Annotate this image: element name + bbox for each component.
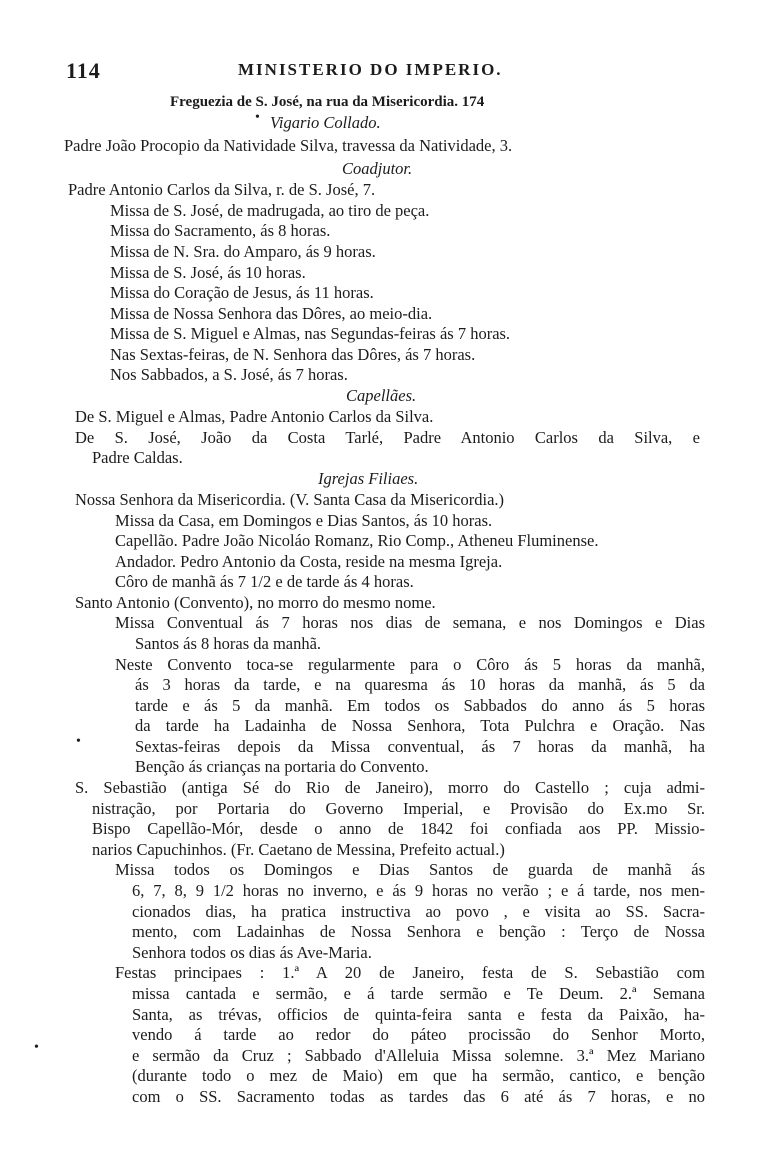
text-line: da tarde ha Ladainha de Nossa Senhora, Tota Pulchra e Oração. Nas: [135, 716, 705, 735]
text-line: narios Capuchinhos. (Fr. Caetano de Messina, Prefeito actual.): [92, 840, 505, 859]
text-line: Missa do Coração de Jesus, ás 11 horas.: [110, 283, 374, 302]
bullet-mark: •: [76, 734, 81, 749]
text-line: Benção ás crianças na portaria do Convento.: [135, 757, 429, 776]
text-line: Nos Sabbados, a S. José, ás 7 horas.: [110, 365, 348, 384]
text-line: nistração, por Portaria do Governo Imperial, e Provisão do Ex.mo Sr.: [92, 799, 705, 818]
text-line: com o SS. Sacramento todas as tardes das 6 até ás 7 horas, e no: [132, 1087, 705, 1106]
page-number: 114: [66, 58, 101, 83]
text-line: e sermão da Cruz ; Sabbado d'Alleluia Missa solemne. 3.ª Mez Mariano: [132, 1046, 705, 1065]
subheading-capellaes: Capellães.: [346, 386, 417, 405]
text-line: Neste Convento toca-se regularmente para o Côro ás 5 horas da manhã,: [115, 655, 705, 674]
text-line: 6, 7, 8, 9 1/2 horas no inverno, e ás 9 horas no verão ; e á tarde, nos men-: [132, 881, 705, 900]
text-line: Padre Antonio Carlos da Silva, r. de S. José, 7.: [68, 180, 376, 199]
bullet-mark: •: [34, 1040, 39, 1055]
text-line: Padre Caldas.: [92, 448, 183, 467]
subheading-vigario: Vigario Collado.: [270, 113, 381, 132]
running-title: MINISTERIO DO IMPERIO.: [238, 60, 503, 79]
text-line: Côro de manhã ás 7 1/2 e de tarde ás 4 horas.: [115, 572, 414, 591]
text-line: Missa de S. José, de madrugada, ao tiro de peça.: [110, 201, 430, 220]
text-line: Missa de N. Sra. do Amparo, ás 9 horas.: [110, 242, 376, 261]
text-line: vendo á tarde ao redor do páteo procissão do Senhor Morto,: [132, 1025, 705, 1044]
text-line: Santa, as trévas, officios de quinta-feira santa e festa da Paixão, ha-: [132, 1005, 705, 1024]
text-line: Senhora todos os dias ás Ave-Maria.: [132, 943, 372, 962]
text-line: (durante todo o mez de Maio) em que ha sermão, cantico, e benção: [132, 1066, 705, 1085]
text-line: Festas principaes : 1.ª A 20 de Janeiro, festa de S. Sebastião com: [115, 963, 705, 982]
text-line: De S. José, João da Costa Tarlé, Padre Antonio Carlos da Silva, e: [75, 428, 700, 447]
text-line: Santo Antonio (Convento), no morro do mesmo nome.: [75, 593, 436, 612]
text-line: Santos ás 8 horas da manhã.: [135, 634, 322, 653]
text-line: mento, com Ladainhas de Nossa Senhora e benção : Terço de Nossa: [132, 922, 705, 941]
text-line: cionados dias, ha pratica instructiva ao povo , e visita ao SS. Sacra-: [132, 902, 705, 921]
text-line: Missa de S. Miguel e Almas, nas Segundas-feiras ás 7 horas.: [110, 324, 511, 343]
text-line: Missa todos os Domingos e Dias Santos de guarda de manhã ás: [115, 860, 705, 879]
text-line: Nossa Senhora da Misericordia. (V. Santa Casa da Misericordia.): [75, 490, 505, 509]
text-line: Padre João Procopio da Natividade Silva, travessa da Natividade, 3.: [64, 136, 513, 155]
text-line: Missa da Casa, em Domingos e Dias Santos, ás 10 horas.: [115, 511, 493, 530]
section-heading: Freguezia de S. José, na rua da Misericordia. 174: [170, 94, 485, 110]
text-line: ás 3 horas da tarde, e na quaresma ás 10 horas da manhã, ás 5 da: [135, 675, 705, 694]
text-line: Capellão. Padre João Nicoláo Romanz, Rio Comp., Atheneu Fluminense.: [115, 531, 599, 550]
text-line: De S. Miguel e Almas, Padre Antonio Carlos da Silva.: [75, 407, 434, 426]
text-line: Missa de Nossa Senhora das Dôres, ao meio-dia.: [110, 304, 433, 323]
text-line: S. Sebastião (antiga Sé do Rio de Janeiro), morro do Castello ; cuja admi-: [75, 778, 705, 797]
text-line: Missa de S. José, ás 10 horas.: [110, 263, 306, 282]
subheading-coadjutor: Coadjutor.: [342, 159, 413, 178]
text-line: Missa Conventual ás 7 horas nos dias de semana, e nos Domingos e Dias: [115, 613, 705, 632]
text-line: Bispo Capellão-Mór, desde o anno de 1842 foi confiada aos PP. Missio-: [92, 819, 705, 838]
bullet-mark: •: [255, 110, 260, 125]
text-line: missa cantada e sermão, e á tarde sermão e Te Deum. 2.ª Semana: [132, 984, 705, 1003]
text-line: Missa do Sacramento, ás 8 horas.: [110, 221, 331, 240]
text-line: Andador. Pedro Antonio da Costa, reside na mesma Igreja.: [115, 552, 503, 571]
text-line: Sextas-feiras depois da Missa conventual, ás 7 horas da manhã, ha: [135, 737, 705, 756]
text-line: tarde e ás 5 da manhã. Em todos os Sabbados do anno ás 5 horas: [135, 696, 705, 715]
subheading-igrejas-filiaes: Igrejas Filiaes.: [318, 469, 419, 488]
text-line: Nas Sextas-feiras, de N. Senhora das Dôres, ás 7 horas.: [110, 345, 476, 364]
